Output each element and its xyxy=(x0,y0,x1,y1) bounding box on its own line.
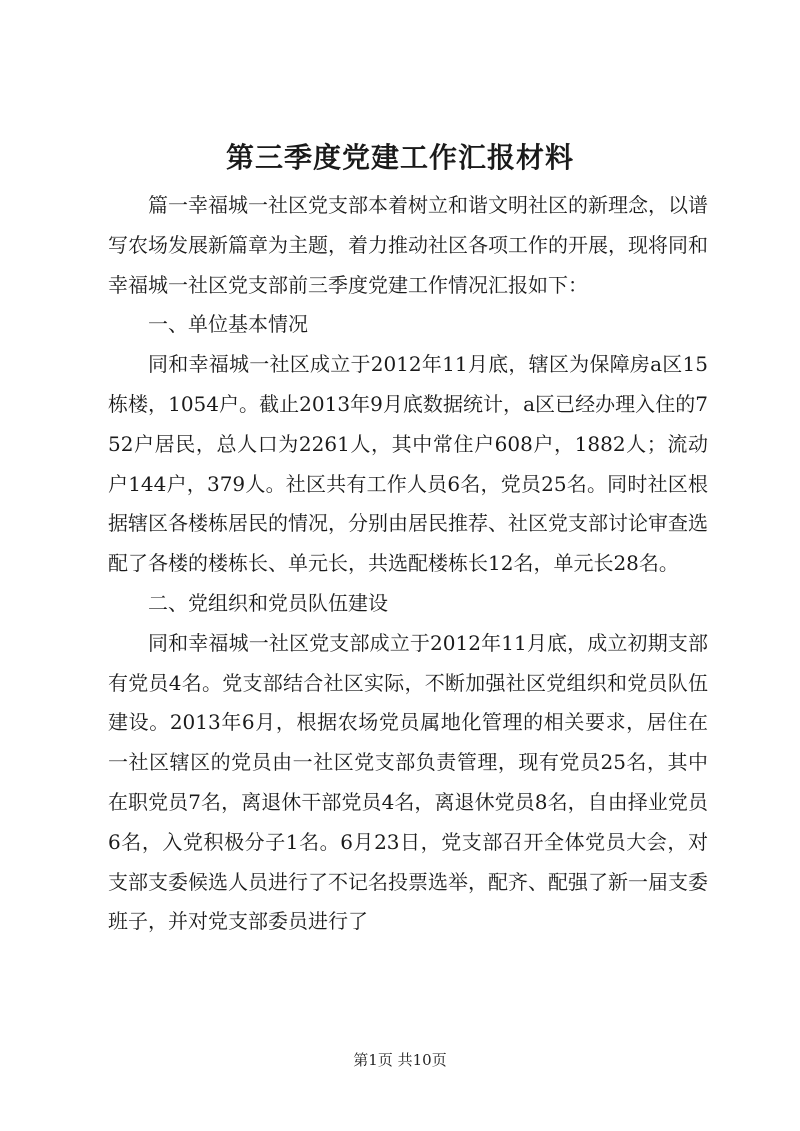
page-footer: 第1页 共10页 xyxy=(353,1051,447,1069)
section-2-paragraph: 同和幸福城一社区党支部成立于2012年11月底，成立初期支部有党员4名。党支部结合社区实际，不断加强社区党组织和党员队伍建设。2013年6月，根据农场党员属地化管理的相关要求，居住在一社区辖区的党员由一社区党支部负责管理，现有党员25名，其中在职党员7名，离退休干部党员4名，离退休党员8名，自由择业党员6名，入党积极分子1名。6月23日，党支部召开全体党员大会，对支部支委候选人员进行了不记名投票选举，配齐、配强了新一届支委班子，并对党支部委员进行了 xyxy=(108,630,708,934)
intro-paragraph: 篇一幸福城一社区党支部本着树立和谐文明社区的新理念，以谱写农场发展新篇章为主题，着力推动社区各项工作的开展，现将同和幸福城一社区党支部前三季度党建工作情况汇报如下： xyxy=(108,193,708,297)
section-1-heading: 一、单位基本情况 xyxy=(148,312,308,337)
section-1-paragraph: 同和幸福城一社区成立于2012年11月底，辖区为保障房a区15栋楼，1054户。截止2013年9月底数据统计，a区已经办理入住的752户居民，总人口为2261人，其中常住户608户，1882人；流动户144户，379人。社区共有工作人员6名，党员25名。同时社区根据辖区各楼栋居民的情况，分别由居民推荐、社区党支部讨论审查选配了各楼的楼栋长、单元长，共选配楼栋长12名，单元长28名。 xyxy=(108,352,708,576)
document-title: 第三季度党建工作汇报材料 xyxy=(225,141,574,174)
document-body xyxy=(108,186,708,942)
section-2-heading: 二、党组织和党员队伍建设 xyxy=(148,590,388,615)
